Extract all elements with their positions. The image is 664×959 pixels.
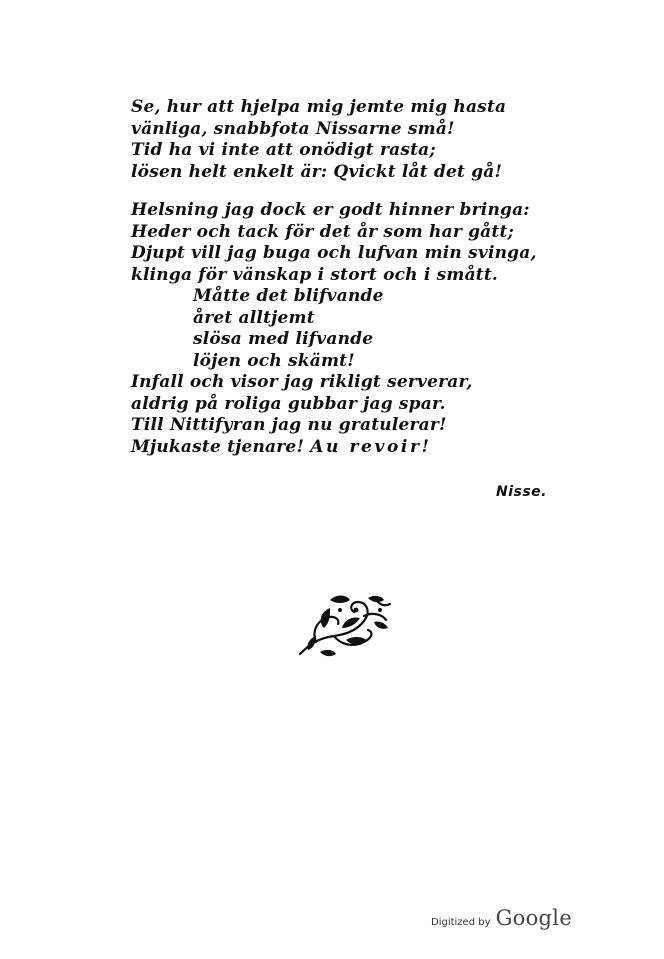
floral-vignette-icon <box>294 592 394 658</box>
poem <box>131 97 611 458</box>
poem-line: Till Nittifyran jag nu gratulerar! <box>131 415 447 435</box>
stanza-gap <box>131 183 611 200</box>
poem-line-indented: Måtte det blifvande <box>193 286 384 306</box>
poem-line: Heder och tack för det år som har gått; <box>131 221 514 242</box>
poem-line-part: Mjukaste tjenare! <box>131 436 311 457</box>
digitized-by-credit <box>431 906 572 930</box>
poem-line <box>131 437 611 459</box>
poem-line-part-spaced: Au revoir! <box>310 436 432 457</box>
poem-line-indented: året alltjemt <box>193 307 315 328</box>
poem-line: Djupt vill jag buga och lufvan min svinga, <box>131 243 537 263</box>
signature: Nisse. <box>496 484 547 500</box>
digitized-by-label: Digitized by <box>431 917 491 928</box>
poem-line: klinga för vänskap i stort och i smått. <box>131 264 499 285</box>
poem-line: vänliga, snabbfota Nissarne små! <box>131 118 455 139</box>
poem-line: Infall och visor jag rikligt serverar, <box>131 372 473 392</box>
poem-line: lösen helt enkelt är: Qvickt låt det gå! <box>131 161 503 182</box>
google-wordmark: Google <box>495 906 573 930</box>
poem-line: Se, hur att hjelpa mig jemte mig hasta <box>131 97 507 117</box>
poem-line-indented: löjen och skämt! <box>193 350 355 371</box>
poem-line: Helsning jag dock er godt hinner bringa: <box>131 200 530 220</box>
poem-line-indented: slösa med lifvande <box>193 329 374 349</box>
poem-line: Tid ha vi inte att onödigt rasta; <box>131 140 436 160</box>
poem-line: aldrig på roliga gubbar jag spar. <box>131 393 446 414</box>
